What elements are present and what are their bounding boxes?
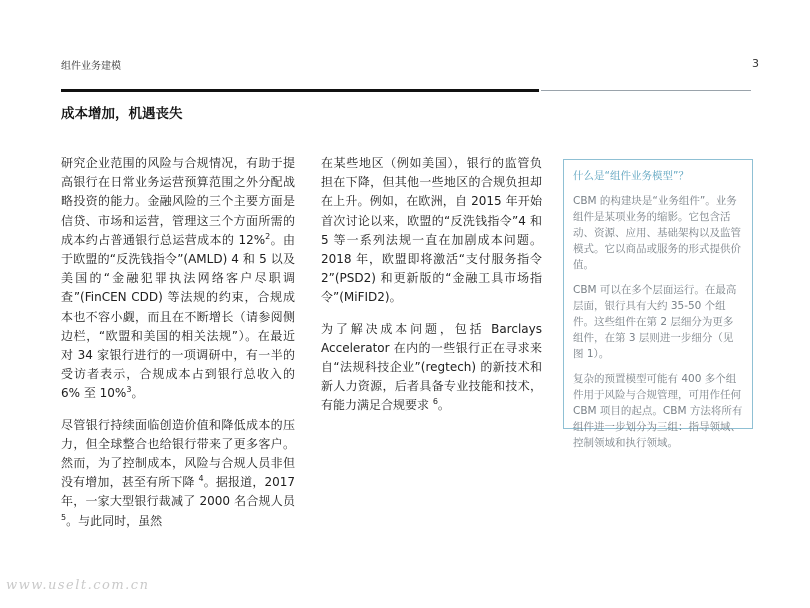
footnote-ref: 6 xyxy=(432,397,438,407)
footnote-ref: 4 xyxy=(198,474,204,484)
sidebar-rule xyxy=(541,90,751,91)
middle-column xyxy=(321,154,542,428)
middle-paragraph-1: 在某些地区（例如美国），银行的监管负担在下降，但其他一些地区的合规负担却在上升。例如，在欧洲，自 2015 年开始首次讨论以来，欧盟的“反洗钱指令”4 和 5 等一系列法规一直在加剧成本问题。2018 年，欧盟即将激活“支付服务指令 2”(PSD2) 和更新版的“金融工具市场指令”(MiFID2)。 xyxy=(321,156,542,305)
section-title: 成本增加，机遇丧失 xyxy=(61,106,183,122)
page-number: 3 xyxy=(752,57,759,70)
middle-paragraph-2: 为了解决成本问题，包括 Barclays Accelerator 在内的一些银行正在寻求来自“法规科技企业”(regtech) 的新技术和新人力资源，后者具备专业技能和技术，有能力满足合规要求 $^6$。 xyxy=(321,321,542,413)
running-header-title: 组件业务建模 xyxy=(61,61,121,72)
footnote-ref: 5 xyxy=(61,512,67,522)
left-paragraph-1: 研究企业范围的风险与合规情况，有助于提高银行在日常业务运营预算范围之外分配战略投资的能力。金融风险的三个主要方面是信贷、市场和运营，管理这三个方面所需的成本约占普通银行总运营成本的 12%$^2$。由于欧盟的“反洗钱指令”(AMLD) 4 和 5 以及美国的“金融犯罪执法网络客户尽职调查”(FinCEN CDD) 等法规的约束，合规成本也不容小觑，而且在不断增长（请参阅侧边栏，“欧盟和美国的相关法规”）。在最近对 34 家银行进行的一项调研中，有一半的受访者表示，合规成本占到银行总收入的 6% 至 10%$^3$。 xyxy=(61,156,295,401)
footnote-ref: 3 xyxy=(126,385,132,395)
sidebar-box xyxy=(563,159,753,449)
sidebar-paragraph-2: CBM 可以在多个层面运行。在最高层面，银行具有大约 35-50 个组件。这些组件在第 2 层细分为更多组件，在第 3 层则进一步细分（见图 1）。 xyxy=(573,284,737,360)
sidebar-paragraph-3: 复杂的预置模型可能有 400 多个组件用于风险与合规管理，可用作任何 CBM 项目的起点。CBM 方法将所有组件进一步划分为三组：指导领域、控制领域和执行领域。 xyxy=(573,373,743,449)
section-rule xyxy=(61,89,539,92)
left-paragraph-2: 尽管银行持续面临创造价值和降低成本的压力，但全球整合也给银行带来了更多客户。然而，为了控制成本，风险与合规人员非但没有增加，甚至有所下降 $^4$。据报道，2017 年，一家大型银行裁减了 2000 名合规人员 $^5$。与此同时，虽然 xyxy=(61,417,295,528)
sidebar-title: 什么是“组件业务模型”？ xyxy=(573,170,689,182)
left-column xyxy=(61,154,295,543)
footnote-ref: 2 xyxy=(265,231,271,241)
watermark: www.uselt.com.cn xyxy=(6,578,150,593)
sidebar-paragraph-1: CBM 的构建块是“业务组件”。业务组件是某项业务的缩影。它包含活动、资源、应用、基础架构以及监管模式。它以商品或服务的形式提供价值。 xyxy=(573,195,741,271)
